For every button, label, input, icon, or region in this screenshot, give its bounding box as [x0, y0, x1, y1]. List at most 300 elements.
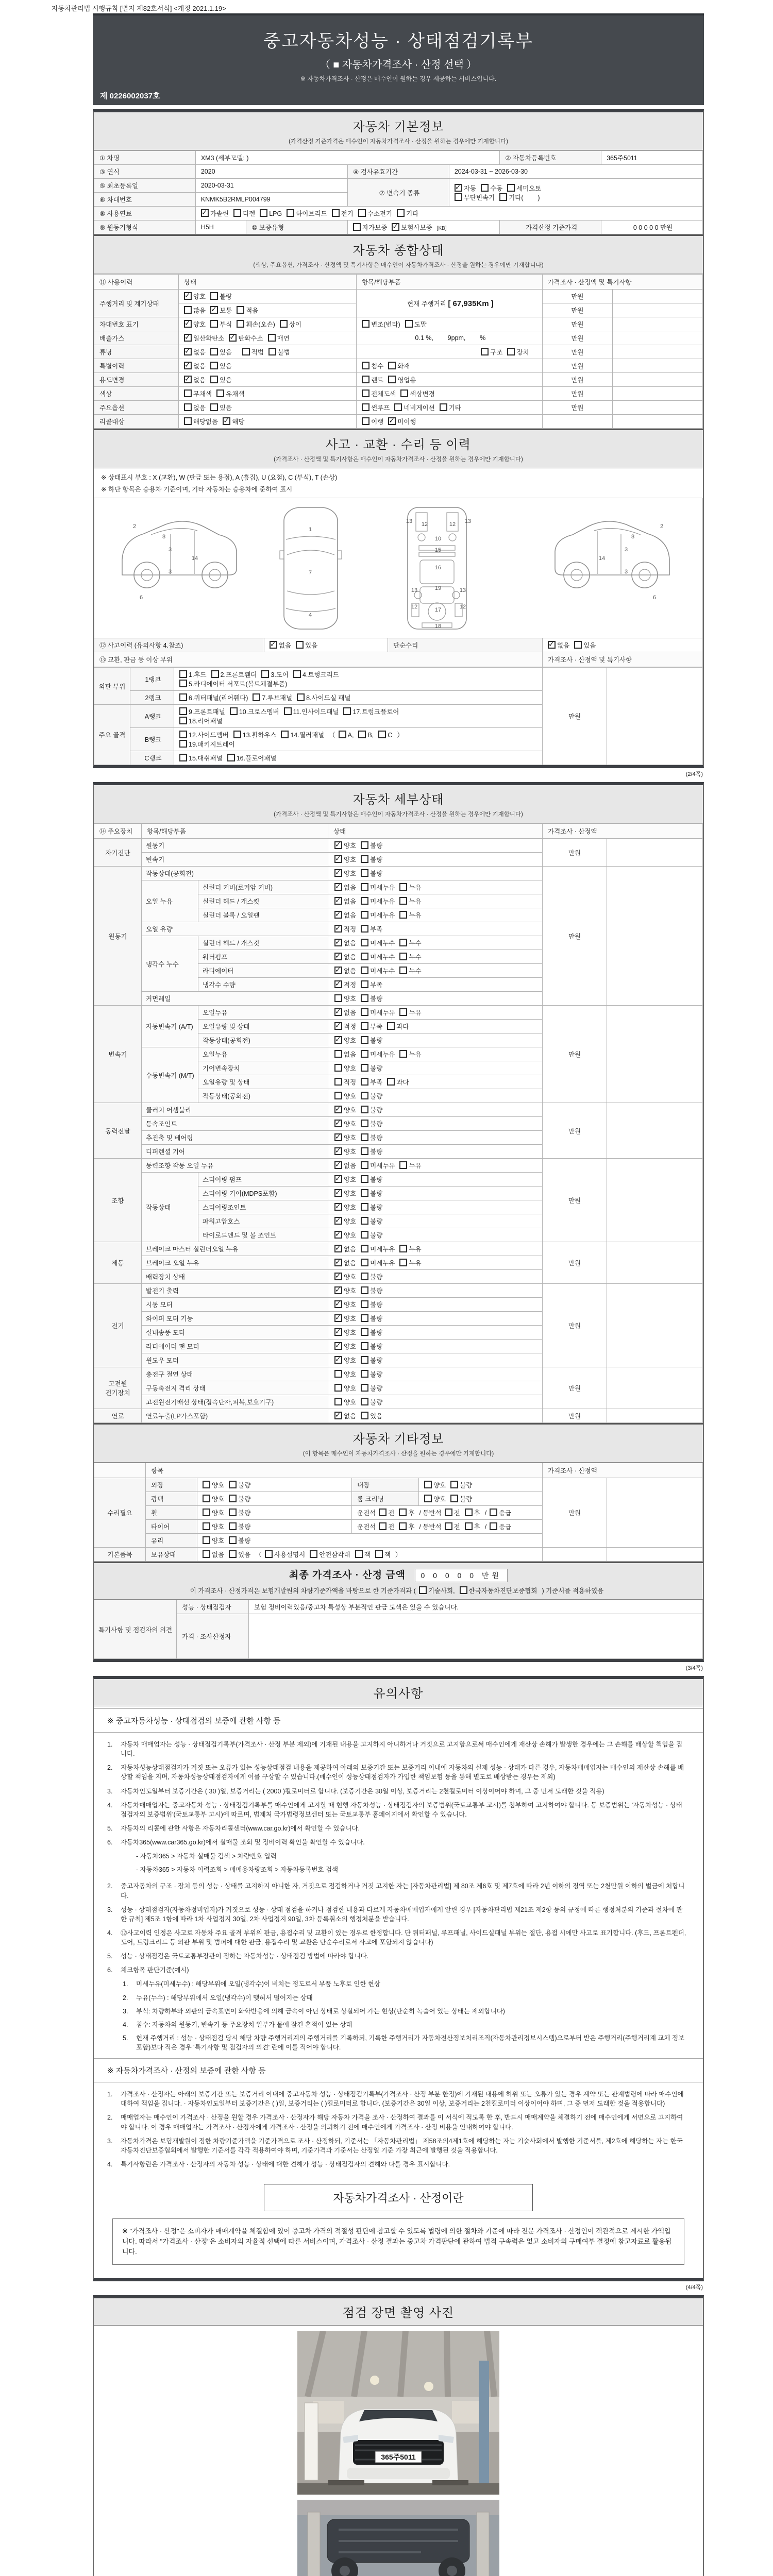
checkbox-option[interactable] [334, 1147, 356, 1156]
checkbox-option[interactable] [334, 1328, 356, 1337]
checkbox-option[interactable] [184, 389, 212, 398]
unchecked-checkbox-icon [237, 320, 244, 328]
remark-cell [613, 290, 703, 303]
checkbox-option[interactable] [334, 1036, 356, 1045]
checkbox-option[interactable] [361, 855, 382, 864]
option-label: 불량 [370, 1190, 383, 1197]
checkbox-option[interactable] [361, 1049, 395, 1059]
checkbox-option[interactable] [334, 1175, 356, 1184]
unchecked-checkbox-icon [361, 1133, 368, 1141]
row-label: 휠 [146, 1506, 197, 1520]
col-header: ⑪ 사용이력 [94, 275, 179, 290]
checkbox-option[interactable] [574, 640, 596, 650]
unchecked-checkbox-icon [507, 184, 515, 192]
checkbox-option[interactable] [388, 361, 410, 370]
checkbox-option[interactable] [499, 193, 540, 202]
checkbox-option[interactable] [361, 1022, 382, 1031]
checkbox-option[interactable] [387, 1077, 409, 1087]
checkbox-option[interactable] [268, 347, 290, 357]
checkbox-option[interactable] [184, 403, 206, 412]
checkbox-option[interactable] [481, 347, 502, 357]
item-label: 충전구 절연 상태 [142, 1367, 328, 1381]
checkbox-option[interactable] [280, 319, 301, 329]
option-label: 불량 [370, 1343, 383, 1350]
checkbox-option[interactable] [334, 924, 356, 934]
unchecked-checkbox-icon [179, 707, 187, 715]
section-etc-info [94, 1423, 703, 1463]
checkbox-option[interactable] [334, 938, 356, 947]
checkbox-option[interactable] [242, 347, 264, 357]
checkbox-option[interactable] [184, 292, 206, 301]
unchecked-checkbox-icon [361, 1286, 368, 1294]
notice-item: 3. 자동차인도일부터 보증기간은 ( 30 )일, 보증거리는 ( 2000 )킬로미터로 합니다. (보증기간은 30일 이상, 보증거리는 2천킬로미터 이상이어야 하며, 그 중 먼저 도래한 것을 적용) [107, 1787, 604, 1795]
checkbox-option[interactable] [334, 910, 356, 920]
option-label: 양호 [344, 1232, 357, 1239]
unchecked-checkbox-icon [361, 1217, 368, 1225]
unchecked-checkbox-icon [179, 680, 187, 687]
checkbox-option[interactable] [361, 869, 382, 878]
checkbox-option[interactable] [334, 1342, 356, 1351]
checkbox-option[interactable] [334, 1202, 356, 1212]
checkbox-option[interactable] [379, 1522, 394, 1531]
checkbox-option[interactable] [399, 952, 421, 961]
checkbox-option[interactable] [184, 333, 224, 343]
checkbox-option[interactable] [361, 1244, 395, 1253]
box-photos [93, 2295, 704, 2576]
checkbox-option[interactable] [229, 1536, 250, 1545]
checkbox-option[interactable] [332, 209, 354, 218]
unchecked-checkbox-icon [358, 731, 366, 738]
checkbox-option[interactable] [465, 1522, 480, 1531]
checkbox-option[interactable] [179, 670, 207, 679]
checkbox-option[interactable] [334, 1314, 356, 1323]
checkbox-option[interactable] [362, 361, 383, 370]
checkbox-option[interactable] [203, 1536, 224, 1545]
checkbox-option[interactable] [281, 730, 324, 739]
row-label: 광택 [146, 1492, 197, 1506]
option-label: 일산화탄소 [193, 335, 225, 342]
checkbox-option[interactable] [460, 1586, 537, 1595]
diagram-part-number: 3 [168, 547, 172, 553]
box-detail-state [93, 782, 704, 1662]
checkbox-option[interactable] [507, 183, 541, 193]
checkbox-option[interactable] [334, 1049, 356, 1059]
price-cell: 만원 [542, 331, 613, 345]
checked-checkbox-icon [334, 897, 342, 905]
item-label: 실린더 헤드 / 개스킷 [198, 894, 328, 908]
checkbox-option[interactable] [361, 1383, 382, 1393]
checkbox-option[interactable] [203, 1480, 224, 1489]
checkbox-option[interactable] [334, 980, 356, 989]
checkbox-option[interactable] [210, 347, 232, 357]
checkbox-option[interactable] [233, 730, 277, 739]
option-label: 누유 [409, 1260, 422, 1267]
checkbox-option[interactable] [179, 739, 235, 749]
checkbox-option[interactable] [334, 1161, 356, 1170]
checkbox-option[interactable] [465, 1508, 480, 1517]
checkbox-option[interactable] [361, 1355, 382, 1365]
option-label: 부족 [370, 1023, 383, 1030]
checkbox-option[interactable] [361, 1272, 382, 1281]
checkbox-option[interactable] [490, 1522, 511, 1531]
checkbox-option[interactable] [361, 980, 382, 989]
checkbox-option[interactable] [424, 1480, 446, 1489]
checkbox-option[interactable] [399, 1244, 421, 1253]
checkbox-option[interactable] [361, 1175, 382, 1184]
option-label: 18.리어패널 [189, 718, 223, 725]
field-label: ⑥ 차대번호 [94, 193, 196, 207]
checkbox-option[interactable] [334, 1411, 356, 1420]
option-label: 누유 [409, 912, 422, 919]
state-options [328, 1089, 543, 1103]
checkbox-option[interactable] [334, 1300, 356, 1309]
checkbox-option[interactable] [361, 1411, 382, 1420]
checkbox-option[interactable] [361, 938, 395, 947]
checkbox-option[interactable] [361, 1300, 382, 1309]
checkbox-option[interactable] [260, 209, 282, 217]
unchecked-checkbox-icon [179, 754, 187, 761]
option-label: 변조(변타) [371, 321, 400, 328]
option-label: 불법 [277, 349, 290, 356]
checkbox-option[interactable] [399, 1522, 414, 1531]
unchecked-checkbox-icon [399, 1050, 407, 1058]
checkbox-option[interactable] [399, 938, 421, 947]
checkbox-option[interactable] [229, 1550, 250, 1559]
checkbox-option[interactable] [216, 389, 244, 398]
odometer-cell: 현재 주행거리 [ 67,935Km ] [357, 290, 543, 317]
option-label: 과다 [396, 1023, 409, 1030]
checkbox-option[interactable] [450, 1480, 472, 1489]
checkbox-option[interactable] [179, 716, 223, 725]
price-cell: 만원 [542, 345, 613, 359]
checkbox-option[interactable] [361, 1036, 382, 1045]
checkbox-option[interactable] [361, 1369, 382, 1379]
checkbox-option[interactable] [361, 1258, 395, 1267]
checkbox-option[interactable] [184, 306, 206, 315]
checkbox-option[interactable] [399, 1049, 421, 1059]
checkbox-option[interactable] [334, 883, 356, 892]
checkbox-option[interactable] [353, 223, 387, 232]
checkbox-option[interactable] [388, 417, 416, 426]
item-label: 작동상태(공회전) [142, 867, 328, 880]
checkbox-option[interactable] [419, 1586, 455, 1595]
checkbox-option[interactable] [375, 1550, 391, 1559]
checkbox-option[interactable] [210, 319, 232, 329]
checkbox-option[interactable] [334, 1244, 356, 1253]
checkbox-option[interactable] [210, 306, 232, 315]
checkbox-option[interactable] [387, 1022, 409, 1031]
option-text: ） [395, 1551, 402, 1558]
checkbox-option[interactable] [297, 693, 350, 702]
checkbox-option[interactable] [361, 1091, 382, 1100]
checkbox-option[interactable] [507, 347, 529, 357]
checkbox-option[interactable] [450, 1494, 472, 1503]
checkbox-option[interactable] [270, 640, 291, 650]
checkbox-option[interactable] [334, 1008, 356, 1017]
checkbox-option[interactable] [361, 952, 395, 961]
checkbox-option[interactable] [203, 1522, 224, 1531]
checkbox-option[interactable] [334, 1063, 356, 1073]
checkbox-option[interactable] [230, 707, 279, 716]
checkbox-option[interactable] [334, 1133, 356, 1142]
checkbox-option[interactable] [334, 855, 356, 864]
checkbox-option[interactable] [362, 375, 383, 384]
checkbox-option[interactable] [399, 896, 421, 906]
checkbox-option[interactable] [361, 1105, 382, 1114]
checkbox-option[interactable] [211, 670, 257, 679]
checkbox-option[interactable] [334, 1216, 356, 1226]
checkbox-option[interactable] [361, 1063, 382, 1073]
checkbox-option[interactable] [361, 1161, 395, 1170]
checkbox-option[interactable] [229, 1480, 250, 1489]
checkbox-option[interactable] [361, 1077, 382, 1087]
checkbox-option[interactable] [268, 333, 290, 343]
state-options [328, 1020, 543, 1033]
section-note: (가격조사 · 산정액 및 특기사항은 매수인이 자동차가격조사 · 산정을 원하는 경우에만 기재합니다) [274, 456, 523, 463]
option-label: 6.쿼터패널(리어휀다) [189, 694, 248, 702]
checkbox-option[interactable] [481, 183, 502, 193]
checkbox-option[interactable] [361, 1008, 395, 1017]
checkbox-option[interactable] [334, 1105, 356, 1114]
checkbox-option[interactable] [361, 1397, 382, 1406]
checkbox-option[interactable] [203, 1494, 224, 1503]
checkbox-option[interactable] [445, 1522, 460, 1531]
remark-cell [607, 1548, 703, 1562]
checkbox-option[interactable] [343, 707, 399, 716]
checkbox-option[interactable] [184, 417, 218, 426]
checkbox-option[interactable] [455, 193, 495, 202]
checkbox-option[interactable] [394, 403, 434, 412]
checkbox-option[interactable] [334, 841, 356, 850]
option-label: 렌트 [371, 377, 384, 384]
checkbox-option[interactable] [229, 1494, 250, 1503]
checked-checkbox-icon [334, 980, 342, 988]
checkbox-option[interactable] [334, 1258, 356, 1267]
unchecked-checkbox-icon [379, 1522, 386, 1530]
checkbox-option[interactable] [362, 417, 383, 426]
checkbox-option[interactable] [445, 1508, 460, 1517]
checkbox-option[interactable] [399, 1161, 421, 1170]
checkbox-option[interactable] [362, 403, 390, 412]
checkbox-option[interactable] [378, 731, 392, 739]
unchecked-checkbox-icon [405, 320, 413, 328]
document-header [93, 13, 704, 105]
checkbox-option[interactable] [229, 333, 263, 343]
checkbox-option[interactable] [361, 1119, 382, 1128]
checkbox-option[interactable] [358, 731, 374, 739]
checkbox-option[interactable] [361, 1342, 382, 1351]
checkbox-option[interactable] [334, 1022, 356, 1031]
checkbox-option[interactable] [223, 417, 244, 426]
unchecked-checkbox-icon [355, 1550, 363, 1558]
checkbox-option[interactable] [405, 319, 427, 329]
checkbox-option[interactable] [361, 1216, 382, 1226]
checkbox-option[interactable] [334, 1355, 356, 1365]
checkbox-option[interactable] [334, 1369, 356, 1379]
checkbox-option[interactable] [361, 910, 395, 920]
checkbox-option[interactable] [261, 670, 289, 679]
checkbox-option[interactable] [334, 1383, 356, 1393]
checkbox-option[interactable] [361, 1202, 382, 1212]
checkbox-option[interactable] [179, 707, 225, 716]
checkbox-option[interactable] [179, 693, 248, 702]
checkbox-option[interactable] [334, 1077, 356, 1087]
checkbox-option[interactable] [201, 209, 229, 218]
checkbox-option[interactable] [379, 1508, 394, 1517]
checkbox-option[interactable] [334, 1230, 356, 1240]
item-label: 변속기 [142, 853, 328, 867]
checkbox-option[interactable] [334, 1119, 356, 1128]
checkbox-option[interactable] [227, 753, 277, 762]
checkbox-option[interactable] [334, 1091, 356, 1100]
unchecked-checkbox-icon [203, 1509, 210, 1516]
option-label: 14.필러패널 [290, 732, 325, 739]
unchecked-checkbox-icon [227, 754, 235, 761]
state-options [328, 1187, 543, 1200]
checkbox-option[interactable] [334, 1286, 356, 1295]
checkbox-option[interactable] [184, 319, 206, 329]
checked-checkbox-icon [334, 1342, 342, 1350]
checked-checkbox-icon [334, 1412, 342, 1419]
checkbox-option[interactable] [361, 1286, 382, 1295]
checkbox-option[interactable] [361, 883, 395, 892]
license-plate-text: 365주5011 [381, 2453, 416, 2462]
price-cell: 만원 [542, 290, 613, 303]
row-label: 주행거리 및 계기상태 [94, 290, 179, 317]
checkbox-option[interactable] [361, 1328, 382, 1337]
checkbox-option[interactable] [229, 1508, 250, 1517]
checkbox-option[interactable] [184, 361, 206, 370]
option-label: 부족 [370, 981, 383, 989]
unchecked-checkbox-icon [210, 292, 218, 300]
outer-panel-group: 외판 부위 [94, 668, 130, 705]
option-label: 보통 [220, 307, 232, 314]
checkbox-option[interactable] [334, 896, 356, 906]
unchecked-checkbox-icon [450, 1495, 458, 1502]
checkbox-option[interactable] [284, 707, 339, 716]
checkbox-option[interactable] [440, 403, 461, 412]
checkbox-option[interactable] [179, 730, 229, 739]
checkbox-option[interactable] [399, 1508, 414, 1517]
checkbox-option[interactable] [184, 375, 206, 384]
checkbox-option[interactable] [490, 1508, 511, 1517]
checkbox-option[interactable] [361, 1147, 382, 1156]
checkbox-option[interactable] [361, 924, 382, 934]
checkbox-option[interactable] [334, 994, 356, 1003]
option-label: 불량 [238, 1482, 251, 1489]
unchecked-checkbox-icon [343, 707, 351, 715]
checkbox-option[interactable] [233, 209, 255, 218]
checkbox-option[interactable] [399, 966, 421, 975]
checkbox-option[interactable] [203, 1550, 224, 1559]
checkbox-option[interactable] [361, 994, 382, 1003]
checkbox-option[interactable] [179, 679, 287, 688]
checkbox-option[interactable] [253, 693, 292, 702]
checkbox-option[interactable] [287, 209, 327, 218]
checkbox-option[interactable] [397, 209, 418, 218]
checkbox-option[interactable] [399, 1258, 421, 1267]
checkbox-option[interactable] [399, 910, 421, 920]
checkbox-option[interactable] [548, 640, 569, 650]
unchecked-checkbox-icon [361, 1189, 368, 1197]
unchecked-checkbox-icon [424, 1495, 432, 1502]
checkbox-option[interactable] [334, 1397, 356, 1406]
unchecked-checkbox-icon [388, 376, 396, 383]
option-label: 디젤 [243, 210, 256, 217]
item-label: 실린더 커버(로커암 커버) [198, 880, 328, 894]
checked-checkbox-icon [184, 292, 192, 300]
checkbox-option[interactable] [293, 670, 339, 679]
checkbox-option[interactable] [210, 292, 232, 301]
checkbox-option[interactable] [355, 1550, 371, 1559]
checkbox-option[interactable] [361, 1314, 382, 1323]
checkbox-option[interactable] [361, 1189, 382, 1198]
unchecked-checkbox-icon [362, 403, 369, 411]
diagram-part-number: 13 [464, 518, 472, 524]
checkbox-option[interactable] [334, 869, 356, 878]
checkbox-option[interactable] [361, 1133, 382, 1142]
checkbox-option[interactable] [362, 389, 396, 398]
checkbox-option[interactable] [210, 361, 232, 370]
final-price-label: 최종 가격조사 · 산정 금액 [289, 1570, 406, 1581]
rank-label: 1랭크 [130, 668, 174, 691]
checkbox-option[interactable] [296, 640, 317, 650]
price-cell: 만원 [543, 1409, 607, 1423]
checkbox-option[interactable] [237, 319, 275, 329]
checkbox-option[interactable] [400, 389, 434, 398]
checkbox-option[interactable] [265, 1550, 305, 1559]
unchecked-checkbox-icon [260, 209, 267, 217]
checkbox-option[interactable] [361, 1230, 382, 1240]
checkbox-option[interactable] [361, 896, 395, 906]
checkbox-option[interactable] [339, 731, 354, 739]
state-options [328, 1228, 543, 1242]
checkbox-option[interactable] [334, 952, 356, 961]
checkbox-option[interactable] [179, 753, 223, 762]
option-label: 적정 [344, 981, 357, 989]
checkbox-option[interactable] [310, 1550, 350, 1559]
checkbox-option[interactable] [399, 883, 421, 892]
checkbox-option[interactable] [358, 209, 392, 218]
checkbox-option[interactable] [455, 183, 476, 193]
option-label: 없음 [212, 1551, 225, 1558]
checkbox-option[interactable] [399, 1008, 421, 1017]
checkbox-option[interactable] [237, 306, 258, 315]
checkbox-option[interactable] [361, 841, 382, 850]
option-label: B, [367, 732, 374, 739]
unchecked-checkbox-icon [361, 1064, 368, 1072]
checkbox-option[interactable] [392, 223, 432, 232]
checkbox-option[interactable] [362, 319, 400, 329]
checkbox-option[interactable] [388, 375, 416, 384]
checkbox-option[interactable] [210, 403, 232, 412]
checkbox-option[interactable] [361, 966, 395, 975]
checkbox-option[interactable] [424, 1494, 446, 1503]
checkbox-option[interactable] [334, 1189, 356, 1198]
checkbox-option[interactable] [203, 1508, 224, 1517]
unchecked-checkbox-icon [399, 939, 407, 946]
checkbox-option[interactable] [184, 347, 206, 357]
checkbox-option[interactable] [210, 375, 232, 384]
checkbox-option[interactable] [334, 1272, 356, 1281]
simple-repair-options [543, 638, 703, 652]
regulation-reference: 자동차관리법 시행규칙 [별지 제82호서식] <개정 2021.1.19> [52, 5, 226, 12]
checkbox-option[interactable] [334, 966, 356, 975]
checkbox-option[interactable] [229, 1522, 250, 1531]
remark-cell [607, 1242, 703, 1284]
unchecked-checkbox-icon [353, 223, 361, 231]
unchecked-checkbox-icon [361, 883, 368, 891]
